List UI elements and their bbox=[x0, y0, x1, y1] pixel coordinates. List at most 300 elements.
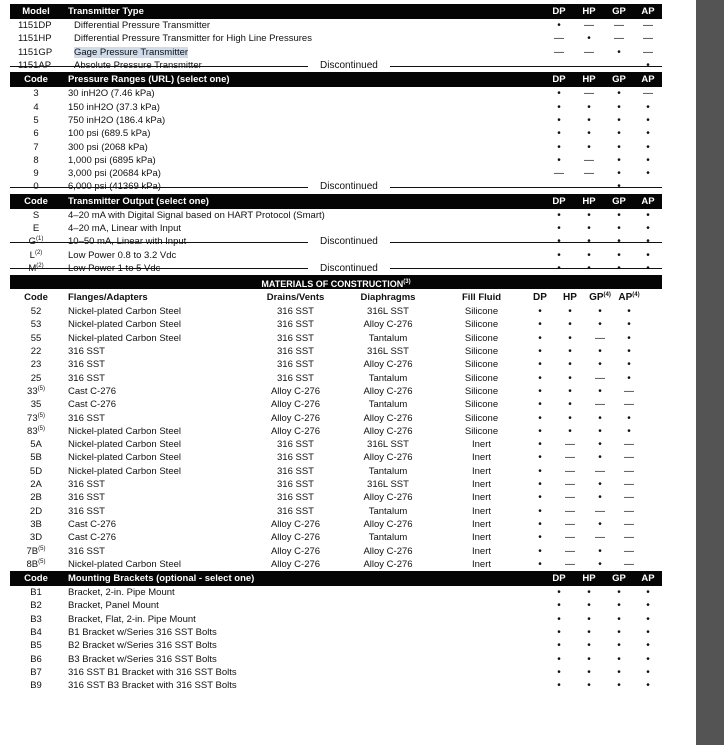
option-code bbox=[10, 680, 62, 691]
availability-mark: • bbox=[646, 223, 650, 234]
drains-column-header: Drains/Vents bbox=[266, 291, 325, 303]
option-code bbox=[10, 115, 62, 126]
fill-column-header: Fill Fluid bbox=[461, 291, 502, 303]
option-code bbox=[10, 333, 62, 344]
option-code bbox=[10, 466, 62, 477]
footnote-ref: (4) bbox=[632, 291, 640, 298]
option-code-text: 23 bbox=[30, 359, 42, 371]
availability-mark: • bbox=[598, 479, 602, 491]
range-row[interactable] bbox=[10, 180, 662, 193]
option-code-text: 3D bbox=[29, 532, 43, 544]
option-description bbox=[62, 680, 544, 691]
section-title: Transmitter Output (select one) bbox=[68, 195, 209, 207]
option-code-text: 52 bbox=[30, 306, 42, 318]
drain-material: Alloy C-276 bbox=[270, 558, 321, 570]
column-header-ap: AP bbox=[641, 572, 655, 584]
availability-mark: • bbox=[538, 545, 542, 557]
option-description-text: 10–50 mA, Linear with Input bbox=[68, 236, 187, 248]
option-code bbox=[10, 587, 62, 598]
drain-material: 316 SST bbox=[277, 505, 314, 517]
option-code bbox=[10, 223, 62, 234]
materials-row[interactable] bbox=[10, 385, 662, 398]
column-header-gp bbox=[585, 292, 615, 303]
option-code-text: 33 bbox=[27, 385, 38, 397]
materials-row[interactable] bbox=[10, 411, 662, 424]
range-row[interactable] bbox=[10, 87, 662, 100]
option-code-text: 4 bbox=[33, 101, 39, 113]
option-code-text: 55 bbox=[30, 332, 42, 344]
availability-mark: • bbox=[587, 587, 591, 599]
option-description bbox=[62, 155, 544, 166]
fill-fluid: Inert bbox=[471, 545, 491, 557]
availability-mark: • bbox=[617, 236, 621, 248]
option-code-text: 35 bbox=[30, 399, 42, 411]
diaphragm-material: Tantalum bbox=[368, 399, 408, 411]
fill-fluid: Silicone bbox=[464, 385, 499, 397]
availability-mark: • bbox=[568, 359, 572, 371]
option-code bbox=[10, 88, 62, 99]
footnote-ref: (3) bbox=[403, 279, 411, 286]
brackets-row[interactable] bbox=[10, 613, 662, 626]
availability-mark: • bbox=[568, 412, 572, 424]
brackets-row[interactable] bbox=[10, 586, 662, 599]
availability-mark: • bbox=[557, 587, 561, 599]
option-description-text: Absolute Pressure Transmitter bbox=[74, 60, 202, 72]
flange-material: Nickel-plated Carbon Steel bbox=[68, 425, 182, 437]
option-code-text: 5D bbox=[29, 465, 43, 477]
availability-mark: • bbox=[538, 346, 542, 358]
availability-mark: • bbox=[568, 385, 572, 397]
availability-mark: • bbox=[598, 346, 602, 358]
availability-mark: • bbox=[568, 399, 572, 411]
materials-row[interactable] bbox=[10, 518, 662, 531]
availability-mark: • bbox=[557, 680, 561, 692]
option-code bbox=[10, 346, 62, 357]
brackets-row[interactable] bbox=[10, 639, 662, 652]
availability-mark: — bbox=[595, 532, 605, 544]
diaphragms-column-header: Diaphragms bbox=[360, 291, 416, 303]
diaphragm-material: Alloy C-276 bbox=[363, 359, 413, 371]
drain-material: 316 SST bbox=[277, 346, 314, 358]
option-description bbox=[68, 20, 544, 31]
option-code bbox=[10, 155, 62, 166]
availability-mark: • bbox=[568, 425, 572, 437]
flange-material: Nickel-plated Carbon Steel bbox=[68, 319, 182, 331]
footnote-ref: (5) bbox=[38, 558, 46, 565]
option-code bbox=[10, 359, 62, 370]
materials-row[interactable] bbox=[10, 305, 662, 318]
option-description bbox=[68, 33, 544, 44]
availability-mark: • bbox=[557, 20, 561, 32]
availability-mark: • bbox=[598, 385, 602, 397]
availability-mark: • bbox=[538, 492, 542, 504]
availability-mark: • bbox=[557, 88, 561, 100]
availability-mark: • bbox=[587, 236, 591, 248]
option-code bbox=[10, 373, 62, 384]
availability-mark: • bbox=[617, 680, 621, 692]
option-code-text: B1 bbox=[30, 587, 42, 599]
availability-mark: • bbox=[646, 141, 650, 153]
brackets-row[interactable] bbox=[10, 599, 662, 612]
materials-row[interactable] bbox=[10, 372, 662, 385]
availability-mark: — bbox=[614, 20, 624, 32]
materials-row[interactable] bbox=[10, 531, 662, 544]
diaphragm-material: Alloy C-276 bbox=[363, 425, 413, 437]
availability-mark: • bbox=[598, 425, 602, 437]
option-code-text: 0 bbox=[33, 181, 39, 193]
materials-title-text: MATERIALS OF CONSTRUCTION bbox=[261, 279, 404, 290]
discontinued-label: Discontinued bbox=[308, 235, 390, 248]
option-description-text: 750 inH2O (186.4 kPa) bbox=[68, 114, 166, 126]
option-code bbox=[10, 506, 62, 517]
availability-mark: • bbox=[598, 306, 602, 318]
code-column-header: Model bbox=[22, 6, 50, 17]
fill-fluid: Inert bbox=[471, 518, 491, 530]
output-row[interactable] bbox=[10, 235, 662, 248]
availability-mark: • bbox=[627, 346, 631, 358]
fill-fluid: Inert bbox=[471, 505, 491, 517]
flange-material: 316 SST bbox=[68, 492, 105, 504]
fill-fluid: Silicone bbox=[464, 306, 499, 318]
brackets-row[interactable] bbox=[10, 626, 662, 639]
availability-mark: • bbox=[617, 128, 621, 140]
availability-mark: • bbox=[598, 518, 602, 530]
discontinued-label: Discontinued bbox=[308, 180, 390, 193]
availability-mark: • bbox=[617, 640, 621, 652]
output-row[interactable] bbox=[10, 262, 662, 275]
column-header-text: HP bbox=[563, 291, 577, 303]
availability-mark: — bbox=[565, 532, 575, 544]
option-description-text: 316 SST B1 Bracket with 316 SST Bolts bbox=[68, 666, 237, 678]
availability-mark: • bbox=[598, 439, 602, 451]
option-code-text: M bbox=[28, 262, 37, 274]
diaphragm-material: Tantalum bbox=[368, 505, 408, 517]
column-header-ap: AP bbox=[641, 195, 655, 207]
option-code-text: G bbox=[28, 236, 37, 248]
option-code-text: 1151HP bbox=[18, 33, 52, 45]
materials-row[interactable] bbox=[10, 438, 662, 451]
materials-row[interactable] bbox=[10, 358, 662, 371]
availability-mark: — bbox=[565, 545, 575, 557]
option-description-text: 150 inH2O (37.3 kPa) bbox=[68, 101, 160, 113]
availability-mark: • bbox=[598, 412, 602, 424]
availability-mark: • bbox=[617, 101, 621, 113]
availability-mark: • bbox=[646, 236, 650, 248]
availability-mark: — bbox=[624, 452, 634, 464]
column-header-hp: HP bbox=[582, 195, 596, 207]
materials-row[interactable] bbox=[10, 451, 662, 464]
availability-mark: • bbox=[646, 600, 650, 612]
option-code bbox=[10, 426, 62, 437]
column-header-hp: HP bbox=[582, 572, 596, 584]
availability-mark: • bbox=[587, 128, 591, 140]
availability-mark: • bbox=[617, 666, 621, 678]
range-row[interactable] bbox=[10, 100, 662, 113]
materials-row[interactable] bbox=[10, 491, 662, 504]
flange-material: Nickel-plated Carbon Steel bbox=[68, 452, 182, 464]
column-header-dp: DP bbox=[552, 6, 566, 17]
column-header-dp: DP bbox=[552, 74, 566, 86]
availability-mark: • bbox=[587, 223, 591, 234]
availability-mark: — bbox=[595, 505, 605, 517]
availability-mark: • bbox=[568, 319, 572, 331]
materials-row[interactable] bbox=[10, 558, 662, 571]
range-row[interactable] bbox=[10, 114, 662, 127]
option-description bbox=[62, 210, 544, 221]
option-code bbox=[10, 640, 62, 651]
materials-row[interactable] bbox=[10, 332, 662, 345]
availability-mark: • bbox=[538, 306, 542, 318]
materials-row[interactable] bbox=[10, 425, 662, 438]
drain-material: Alloy C-276 bbox=[270, 425, 321, 437]
availability-mark: • bbox=[538, 439, 542, 451]
diaphragm-material: Alloy C-276 bbox=[363, 518, 413, 530]
flange-material: 316 SST bbox=[68, 545, 105, 557]
flange-material: Nickel-plated Carbon Steel bbox=[68, 439, 182, 451]
brackets-row[interactable] bbox=[10, 652, 662, 665]
availability-mark: — bbox=[554, 33, 564, 45]
materials-row[interactable] bbox=[10, 465, 662, 478]
availability-mark: — bbox=[565, 558, 575, 570]
option-code bbox=[10, 559, 62, 570]
flange-material: 316 SST bbox=[68, 359, 105, 371]
availability-mark: • bbox=[617, 46, 621, 58]
option-code bbox=[10, 600, 62, 611]
availability-mark: • bbox=[538, 399, 542, 411]
option-description-text: 3,000 psi (20684 kPa) bbox=[68, 168, 161, 180]
fill-fluid: Silicone bbox=[464, 372, 499, 384]
materials-header bbox=[10, 289, 662, 305]
availability-mark: • bbox=[557, 653, 561, 665]
drain-material: Alloy C-276 bbox=[270, 518, 321, 530]
diaphragm-material: 316L SST bbox=[367, 346, 409, 358]
option-code bbox=[10, 168, 62, 179]
footnote-ref: (5) bbox=[38, 545, 46, 552]
availability-mark: — bbox=[624, 399, 634, 411]
availability-mark: • bbox=[557, 666, 561, 678]
option-description-text: Differential Pressure Transmitter bbox=[74, 20, 211, 32]
availability-mark: • bbox=[646, 209, 650, 221]
availability-mark: • bbox=[646, 128, 650, 140]
output-row[interactable] bbox=[10, 248, 662, 261]
availability-mark: — bbox=[624, 439, 634, 451]
column-header-gp: GP bbox=[612, 74, 626, 86]
option-code-text: 1151AP bbox=[18, 60, 52, 72]
option-code-text: 9 bbox=[33, 168, 39, 180]
availability-mark: — bbox=[624, 518, 634, 530]
column-header-dp bbox=[525, 292, 555, 303]
availability-mark: • bbox=[617, 600, 621, 612]
ordering-table bbox=[10, 4, 662, 692]
option-code-text: 5B bbox=[30, 452, 42, 464]
model-row[interactable] bbox=[10, 59, 662, 72]
option-code bbox=[10, 33, 68, 44]
availability-mark: • bbox=[587, 653, 591, 665]
materials-row[interactable] bbox=[10, 505, 662, 518]
flange-material: 316 SST bbox=[68, 505, 105, 517]
option-code-text: 2D bbox=[29, 505, 43, 517]
flange-material: Cast C-276 bbox=[68, 399, 117, 411]
availability-mark: • bbox=[627, 359, 631, 371]
option-description bbox=[62, 640, 544, 651]
drain-material: 316 SST bbox=[277, 479, 314, 491]
footnote-ref: (2) bbox=[34, 249, 43, 256]
drain-material: Alloy C-276 bbox=[270, 532, 321, 544]
availability-mark: — bbox=[595, 332, 605, 344]
brackets-row[interactable] bbox=[10, 666, 662, 679]
availability-mark: • bbox=[646, 60, 650, 72]
availability-mark: — bbox=[643, 33, 653, 45]
column-header-gp: GP bbox=[612, 572, 626, 584]
flange-material: Nickel-plated Carbon Steel bbox=[68, 558, 182, 570]
output-row[interactable] bbox=[10, 222, 662, 235]
availability-mark: • bbox=[587, 627, 591, 639]
option-code bbox=[10, 250, 62, 261]
range-row[interactable] bbox=[10, 140, 662, 153]
option-description-text: 4–20 mA with Digital Signal based on HART Protocol (Smart) bbox=[68, 209, 325, 221]
availability-mark: • bbox=[538, 332, 542, 344]
materials-row[interactable] bbox=[10, 318, 662, 331]
fill-fluid: Silicone bbox=[464, 425, 499, 437]
availability-mark: — bbox=[624, 465, 634, 477]
materials-row[interactable] bbox=[10, 544, 662, 557]
availability-mark: • bbox=[587, 666, 591, 678]
fill-fluid: Inert bbox=[471, 532, 491, 544]
availability-mark: — bbox=[565, 452, 575, 464]
materials-row[interactable] bbox=[10, 345, 662, 358]
option-code-text: 2B bbox=[30, 492, 42, 504]
range-row[interactable] bbox=[10, 167, 662, 180]
option-code-text: 8B bbox=[26, 558, 39, 570]
diaphragm-material: Alloy C-276 bbox=[363, 558, 413, 570]
materials-row[interactable] bbox=[10, 398, 662, 411]
option-code-text: B4 bbox=[30, 627, 42, 639]
availability-mark: • bbox=[598, 319, 602, 331]
option-code bbox=[10, 47, 68, 58]
availability-mark: — bbox=[584, 154, 594, 166]
drain-material: Alloy C-276 bbox=[270, 412, 321, 424]
discontinued-label: Discontinued bbox=[308, 262, 390, 275]
option-description bbox=[62, 654, 544, 665]
fill-fluid: Silicone bbox=[464, 399, 499, 411]
output-row[interactable] bbox=[10, 209, 662, 222]
diaphragm-material: Tantalum bbox=[368, 465, 408, 477]
column-header-ap bbox=[615, 292, 643, 303]
section-title: Pressure Ranges (URL) (select one) bbox=[68, 74, 230, 86]
option-description bbox=[62, 600, 544, 611]
availability-mark: • bbox=[646, 587, 650, 599]
drain-material: 316 SST bbox=[277, 465, 314, 477]
diaphragm-material: Alloy C-276 bbox=[363, 492, 413, 504]
diaphragm-material: Tantalum bbox=[368, 372, 408, 384]
option-code bbox=[10, 546, 62, 557]
availability-mark: • bbox=[557, 627, 561, 639]
availability-mark: • bbox=[617, 627, 621, 639]
range-header bbox=[10, 72, 662, 87]
availability-mark: • bbox=[617, 587, 621, 599]
option-description-text: Differential Pressure Transmitter for High Line Pressures bbox=[74, 33, 312, 45]
model-row[interactable] bbox=[10, 46, 662, 59]
option-code-text: B5 bbox=[30, 640, 42, 652]
code-column-header: Code bbox=[24, 291, 48, 303]
model-row[interactable] bbox=[10, 19, 662, 32]
option-code bbox=[10, 399, 62, 410]
availability-mark: • bbox=[538, 372, 542, 384]
flange-material: Nickel-plated Carbon Steel bbox=[68, 306, 182, 318]
option-description bbox=[62, 627, 544, 638]
materials-row[interactable] bbox=[10, 478, 662, 491]
option-description-text: 300 psi (2068 kPa) bbox=[68, 141, 148, 153]
option-description bbox=[62, 88, 544, 99]
availability-mark: • bbox=[646, 666, 650, 678]
column-header-hp bbox=[555, 292, 585, 303]
brackets-row[interactable] bbox=[10, 679, 662, 692]
option-code bbox=[10, 654, 62, 665]
availability-mark: • bbox=[617, 114, 621, 126]
option-code-text: 3B bbox=[30, 518, 42, 530]
column-header-text: DP bbox=[533, 291, 547, 303]
availability-mark: — bbox=[643, 88, 653, 100]
availability-mark: • bbox=[627, 319, 631, 331]
fill-fluid: Inert bbox=[471, 452, 491, 464]
flange-material: Cast C-276 bbox=[68, 518, 117, 530]
flange-material: 316 SST bbox=[68, 372, 105, 384]
option-description-text: Bracket, Panel Mount bbox=[68, 600, 159, 612]
option-description-text: 6,000 psi (41369 kPa) bbox=[68, 181, 161, 193]
fill-fluid: Silicone bbox=[464, 332, 499, 344]
output-header bbox=[10, 194, 662, 209]
availability-mark: — bbox=[565, 505, 575, 517]
availability-mark: • bbox=[538, 558, 542, 570]
option-description-text: Bracket, Flat, 2-in. Pipe Mount bbox=[68, 613, 196, 625]
option-code-text: 5 bbox=[33, 114, 39, 126]
option-code-text: S bbox=[32, 209, 40, 221]
availability-mark: • bbox=[538, 385, 542, 397]
availability-mark: — bbox=[554, 168, 564, 180]
availability-mark: • bbox=[587, 101, 591, 113]
availability-mark: • bbox=[538, 425, 542, 437]
availability-mark: • bbox=[627, 332, 631, 344]
footnote-ref: (2) bbox=[36, 262, 44, 269]
availability-mark: • bbox=[587, 613, 591, 625]
drain-material: 316 SST bbox=[277, 332, 314, 344]
availability-mark: • bbox=[557, 141, 561, 153]
footnote-ref: (5) bbox=[37, 385, 45, 392]
option-code bbox=[10, 142, 62, 153]
option-description bbox=[62, 667, 544, 678]
flange-material: Nickel-plated Carbon Steel bbox=[68, 465, 182, 477]
section-title: Mounting Brackets (optional - select one) bbox=[68, 572, 255, 584]
availability-mark: — bbox=[624, 492, 634, 504]
availability-mark: • bbox=[627, 306, 631, 318]
diaphragm-material: Alloy C-276 bbox=[363, 319, 413, 331]
fill-fluid: Inert bbox=[471, 465, 491, 477]
drain-material: 316 SST bbox=[277, 306, 314, 318]
option-code bbox=[10, 386, 62, 397]
diaphragm-material: Alloy C-276 bbox=[363, 452, 413, 464]
availability-mark: • bbox=[617, 249, 621, 261]
range-row[interactable] bbox=[10, 127, 662, 140]
option-code-text: 7 bbox=[33, 141, 39, 153]
range-row[interactable] bbox=[10, 154, 662, 167]
availability-mark: • bbox=[557, 236, 561, 248]
model-row[interactable] bbox=[10, 32, 662, 45]
option-description bbox=[62, 115, 544, 126]
viewer-scrollbar-panel[interactable] bbox=[696, 0, 724, 745]
drain-material: 316 SST bbox=[277, 492, 314, 504]
availability-mark: — bbox=[595, 465, 605, 477]
diaphragm-material: Alloy C-276 bbox=[363, 545, 413, 557]
